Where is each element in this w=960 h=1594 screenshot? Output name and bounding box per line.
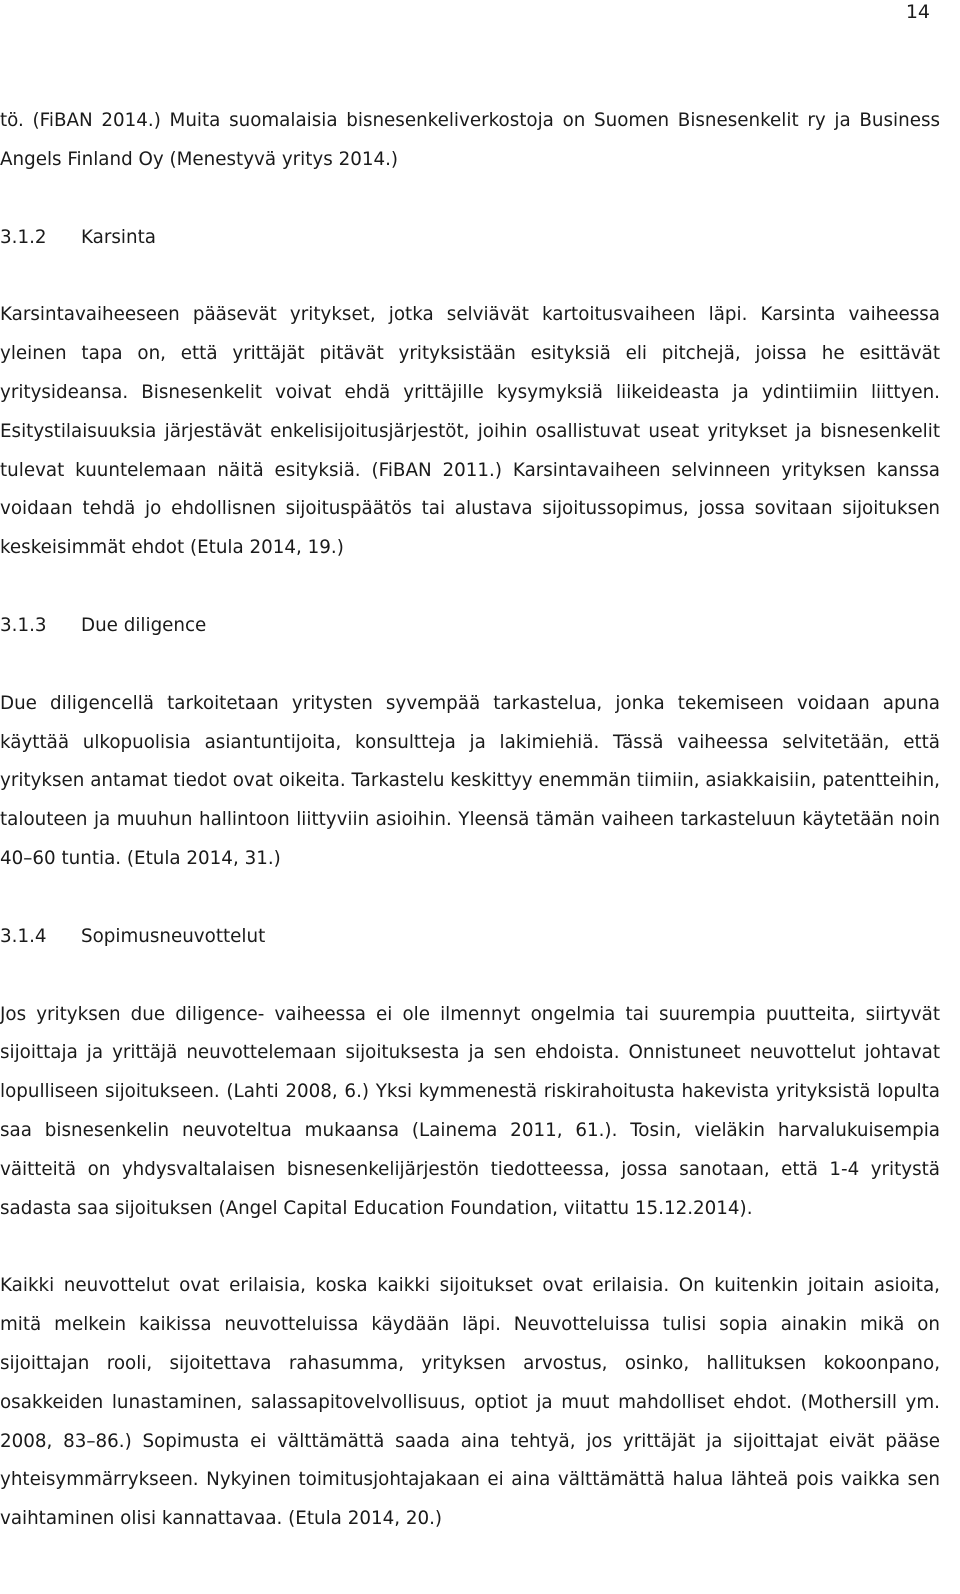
page-content <box>0 102 940 1539</box>
paragraph-karsinta: Karsintavaiheeseen pääsevät yritykset, jotka selviävät kartoitusvaiheen läpi. Karsinta vaiheessa yleinen tapa on, että yrittäjät pitävät yrityksistään esityksiä eli pitchejä, joissa he esittävät yritysideansa. Bisnesenkelit voivat ehdä yrittäjille kysymyksiä liikeideasta ja ydintiimiin liittyen. Esitystilaisuuksia järjestävät enkelisijoitusjärjestöt, joihin osallistuvat useat yritykset ja bisnesenkelit tulevat kuuntelemaan näitä esityksiä. (FiBAN 2011.) Karsintavaiheen selvinneen yrityksen kanssa voidaan tehdä jo ehdollisnen sijoituspäätös tai alustava sijoitussopimus, jossa sovitaan sijoituksen keskeisimmät ehdot (Etula 2014, 19.) <box>0 304 940 559</box>
section-title: Karsinta <box>81 226 156 248</box>
paragraph-sopimusneuvottelut-1: Jos yrityksen due diligence- vaiheessa ei ole ilmennyt ongelmia tai suurempia puutteita, siirtyvät sijoittaja ja yrittäjä neuvottelemaan sijoituksesta ja sen ehdoista. Onnistuneet neuvottelut johtavat lopulliseen sijoitukseen. (Lahti 2008, 6.) Yksi kymmenestä riskirahoitusta hakevista yrityksistä lopulta saa bisnesenkelin neuvoteltua mukaansa (Lainema 2011, 61.). Tosin, vieläkin harvalukuisempia väitteitä on yhdysvaltalaisen bisnesenkelijärjestön tiedotteessa, jossa sanotaan, että 1-4 yritystä sadasta saa sijoituksen (Angel Capital Education Foundation, viitattu 15.12.2014). <box>0 1003 940 1219</box>
intro-paragraph: tö. (FiBAN 2014.) Muita suomalaisia bisnesenkeliverkostoja on Suomen Bisnesenkelit ry ja Business Angels Finland Oy (Menestyvä yritys 2014.) <box>0 110 940 170</box>
section-number: 3.1.4 <box>0 925 47 947</box>
page-number: 14 <box>905 1 930 23</box>
section-heading-due-diligence <box>0 607 940 646</box>
section-title: Due diligence <box>81 614 207 636</box>
section-heading-sopimusneuvottelut <box>0 918 940 957</box>
section-title: Sopimusneuvottelut <box>81 925 266 947</box>
paragraph-sopimusneuvottelut-2: Kaikki neuvottelut ovat erilaisia, koska kaikki sijoitukset ovat erilaisia. On kuitenkin joitain asioita, mitä melkein kaikissa neuvotteluissa käydään läpi. Neuvotteluissa tulisi sopia ainakin mikä on sijoittajan rooli, sijoitettava rahasumma, yrityksen arvostus, osinko, hallituksen kokoonpano, osakkeiden lunastaminen, salassapitovelvollisuus, optiot ja muut mahdolliset ehdot. (Mothersill ym. 2008, 83–86.) Sopimusta ei välttämättä saada aina tehtyä, jos yrittäjät ja sijoittajat eivät pääse yhteisymmärrykseen. Nykyinen toimitusjohtajakaan ei aina välttämättä halua lähteä pois vaikka sen vaihtaminen olisi kannattavaa. (Etula 2014, 20.) <box>0 1275 940 1530</box>
section-number: 3.1.2 <box>0 226 47 248</box>
section-heading-karsinta <box>0 219 940 258</box>
section-number: 3.1.3 <box>0 614 47 636</box>
paragraph-due-diligence: Due diligencellä tarkoitetaan yritysten syvempää tarkastelua, jonka tekemiseen voidaan apuna käyttää ulkopuolisia asiantuntijoita, konsultteja ja lakimiehiä. Tässä vaiheessa selvitetään, että yrityksen antamat tiedot ovat oikeita. Tarkastelu keskittyy enemmän tiimiin, asiakkaisiin, patentteihin, talouteen ja muuhun hallintoon liittyviin asioihin. Yleensä tämän vaiheen tarkasteluun käytetään noin 40–60 tuntia. (Etula 2014, 31.) <box>0 692 940 869</box>
